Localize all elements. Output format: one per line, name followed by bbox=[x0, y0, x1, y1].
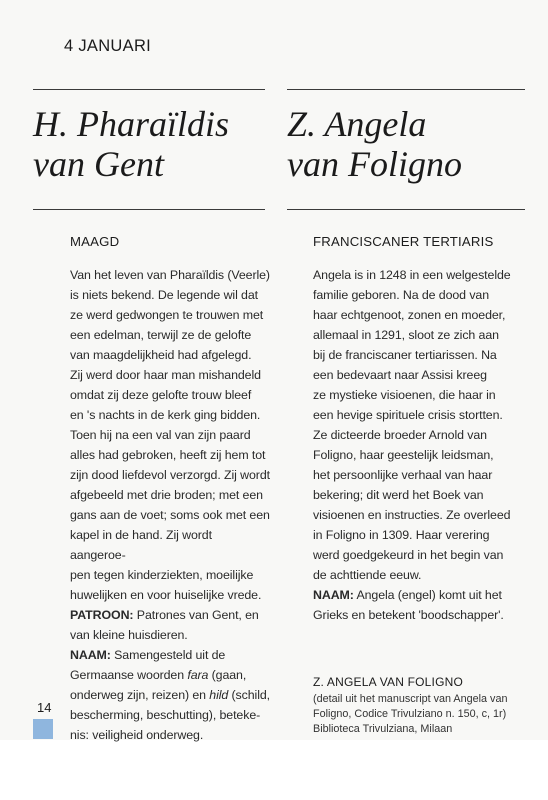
right-saint-title bbox=[287, 104, 525, 184]
caption-text bbox=[313, 692, 528, 737]
right-line: Foligno, haar geestelijk leidsman, bbox=[313, 448, 494, 462]
right-naam-text-2: Grieks en betekent 'boodschapper'. bbox=[313, 608, 504, 622]
left-naam-text-3a: onderweg zijn, reizen) en bbox=[70, 688, 210, 702]
right-line: ze mystieke visioenen, die haar in bbox=[313, 388, 496, 402]
left-line: pen tegen kinderziekten, moeilijke bbox=[70, 568, 254, 582]
right-line: een bedevaart naar Assisi kreeg bbox=[313, 368, 487, 382]
right-saint-name-line1: Z. Angela bbox=[287, 104, 427, 144]
right-category: FRANCISCANER TERTIARIS bbox=[313, 234, 494, 249]
left-naam-label: NAAM: bbox=[70, 648, 111, 662]
left-line: Toen hij na een val van zijn paard bbox=[70, 428, 251, 442]
top-rule-right bbox=[287, 89, 525, 90]
left-naam-text-3 bbox=[70, 685, 270, 705]
bottom-rule-left bbox=[33, 209, 265, 210]
left-line: afgebeeld met drie broden; met een bbox=[70, 488, 263, 502]
left-body bbox=[70, 265, 270, 745]
right-line: in Foligno in 1309. Haar verering bbox=[313, 528, 490, 542]
patroon-text-2: van kleine huisdieren. bbox=[70, 628, 188, 642]
right-line: Ze dicteerde broeder Arnold van bbox=[313, 428, 487, 442]
right-line: werd goedgekeurd in het begin van bbox=[313, 548, 504, 562]
page-bottom-margin bbox=[0, 740, 548, 800]
left-saint-title bbox=[33, 104, 265, 184]
left-body-lines bbox=[70, 265, 270, 605]
left-line: omdat zij deze gelofte trouw bleef bbox=[70, 388, 252, 402]
left-naam-text-5: nis: veiligheid onderweg. bbox=[70, 728, 204, 742]
right-line: de achttiende eeuw. bbox=[313, 568, 422, 582]
left-naam-paragraph bbox=[70, 645, 270, 665]
right-line: het persoonlijke verhaal van haar bbox=[313, 468, 493, 482]
left-line: Zij werd door haar man mishandeld bbox=[70, 368, 261, 382]
caption-line: (detail uit het manuscript van Angela van bbox=[313, 693, 508, 705]
left-naam-text-2b: (gaan, bbox=[208, 668, 247, 682]
left-line: gans aan de voet; soms ook met een bbox=[70, 508, 270, 522]
left-naam-text-2a: Germaanse woorden bbox=[70, 668, 188, 682]
left-line: een edelman, terwijl ze de gelofte bbox=[70, 328, 252, 342]
right-line: bij de franciscaner tertiarissen. Na bbox=[313, 348, 497, 362]
naam-fara: fara bbox=[187, 668, 209, 682]
left-line: zijn dood liefdevol verzorgd. Zij wordt bbox=[70, 468, 270, 482]
naam-hild: hild bbox=[209, 688, 229, 702]
right-line: visioenen en instructies. Ze overleed bbox=[313, 508, 511, 522]
left-patroon-paragraph bbox=[70, 605, 270, 625]
page-date: 4 JANUARI bbox=[64, 37, 152, 55]
left-line: alles had gebroken, heeft zij hem tot bbox=[70, 448, 266, 462]
caption-line: Foligno, Codice Trivulziano n. 150, c, 1r) bbox=[313, 708, 507, 720]
right-line: haar echtgenoot, zonen en moeder, bbox=[313, 308, 506, 322]
left-saint-name-line1: H. Pharaïldis bbox=[33, 104, 230, 144]
left-line: en 's nachts in de kerk ging bidden. bbox=[70, 408, 261, 422]
right-line: een hevige spirituele crisis stortten. bbox=[313, 408, 503, 422]
left-naam-text-3b: (schild, bbox=[228, 688, 270, 702]
left-naam-text-2 bbox=[70, 665, 270, 685]
left-line: Van het leven van Pharaïldis (Veerle) bbox=[70, 268, 270, 282]
patroon-text-1: Patrones van Gent, en bbox=[133, 608, 259, 622]
left-naam-text-4: bescherming, beschutting), beteke- bbox=[70, 708, 261, 722]
top-rule-left bbox=[33, 89, 265, 90]
right-naam-text-1: Angela (engel) komt uit het bbox=[353, 588, 502, 602]
right-naam-label: NAAM: bbox=[313, 588, 354, 602]
left-line: van maagdelijkheid had afgelegd. bbox=[70, 348, 252, 362]
bottom-rule-right bbox=[287, 209, 525, 210]
right-line: familie geboren. Na de dood van bbox=[313, 288, 489, 302]
right-saint-name-line2: van Foligno bbox=[287, 144, 462, 184]
right-line: Angela is in 1248 in een welgestelde bbox=[313, 268, 511, 282]
left-saint-name-line2: van Gent bbox=[33, 144, 164, 184]
left-line: is niets bekend. De legende wil dat bbox=[70, 288, 258, 302]
patroon-label: PATROON: bbox=[70, 608, 134, 622]
page-color-marker bbox=[33, 719, 53, 739]
right-body-lines bbox=[313, 265, 528, 585]
left-naam-text-1: Samengesteld uit de bbox=[110, 648, 226, 662]
left-category: MAAGD bbox=[70, 234, 120, 249]
right-naam-paragraph bbox=[313, 585, 528, 605]
page-number: 14 bbox=[37, 700, 52, 715]
left-line: huwelijken en voor huiselijke vrede. bbox=[70, 588, 262, 602]
left-line: kapel in de hand. Zij wordt aangeroe- bbox=[70, 528, 212, 562]
right-body bbox=[313, 265, 528, 625]
caption-title: Z. ANGELA VAN FOLIGNO bbox=[313, 675, 464, 689]
left-line: ze werd gedwongen te trouwen met bbox=[70, 308, 264, 322]
caption-line: Biblioteca Trivulziana, Milaan bbox=[313, 723, 453, 735]
right-line: bekering; dit werd het Boek van bbox=[313, 488, 484, 502]
right-line: allemaal in 1291, sloot ze zich aan bbox=[313, 328, 499, 342]
